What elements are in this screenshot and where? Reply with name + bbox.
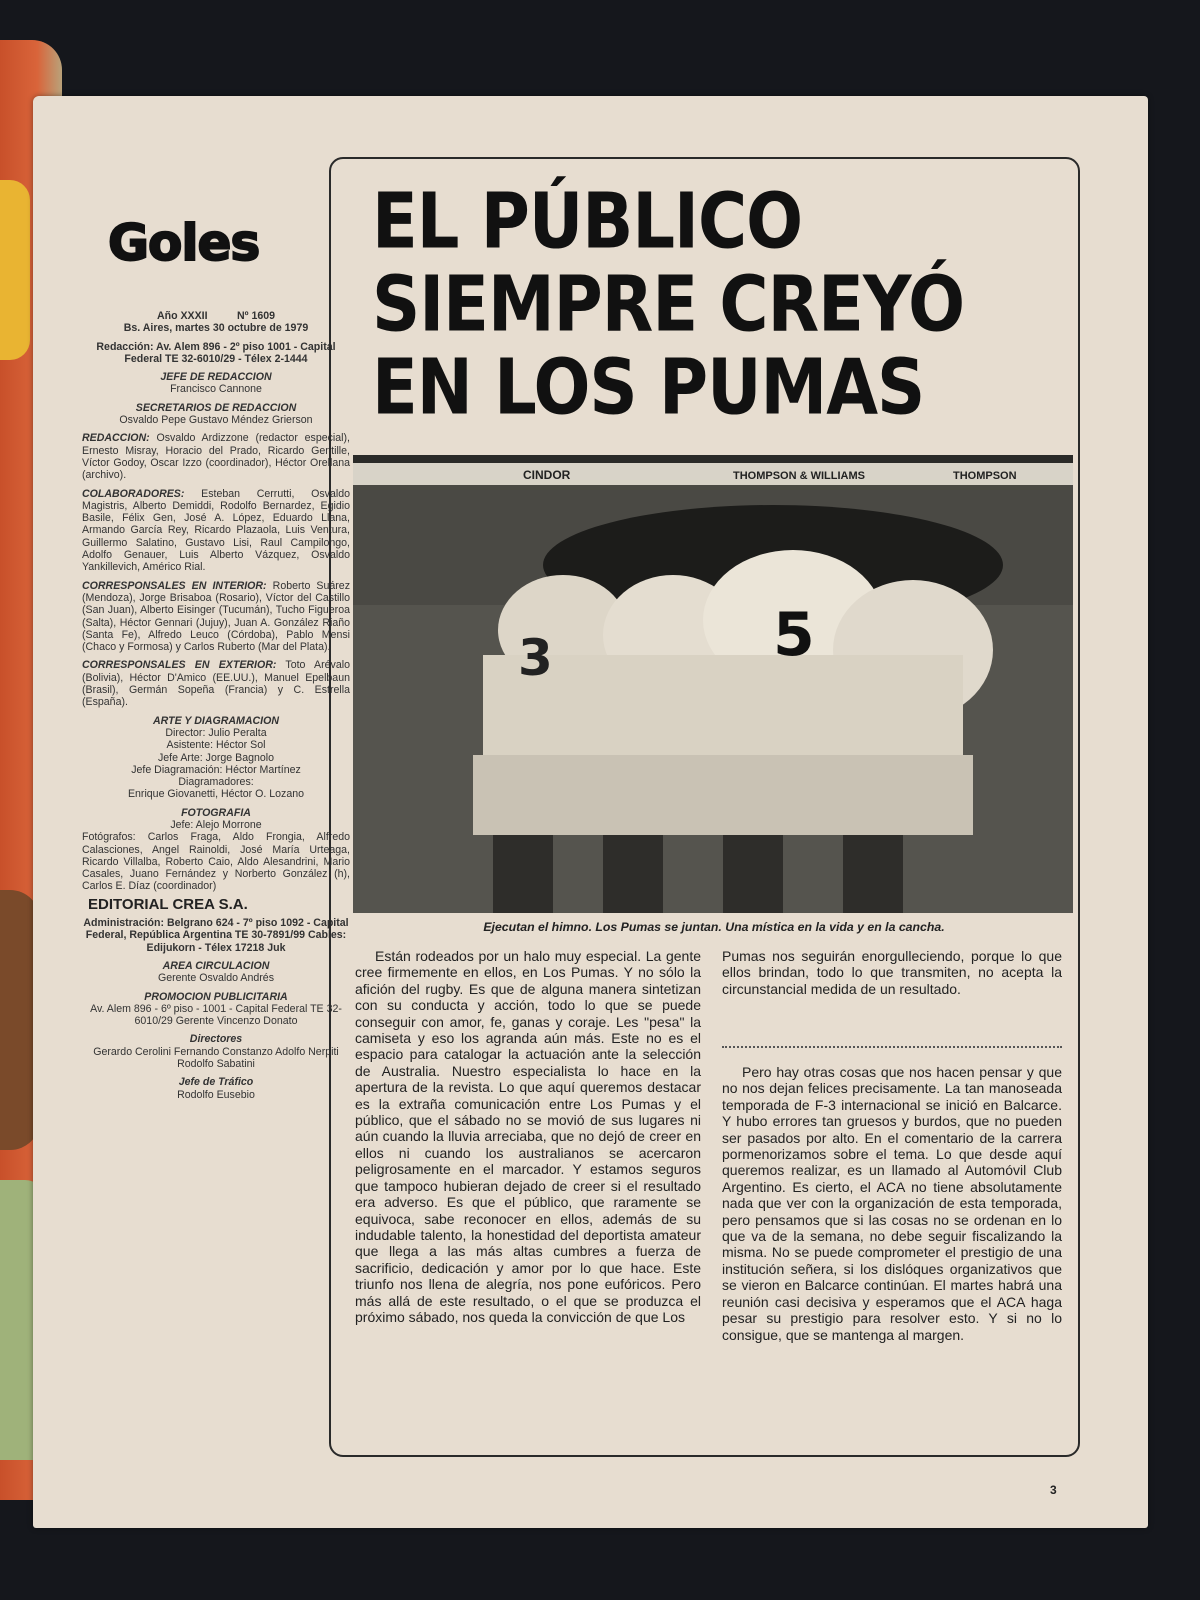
- trafico-name: Rodolfo Eusebio: [177, 1088, 255, 1101]
- headline-line: EN LOS PUMAS: [372, 343, 925, 432]
- masthead-staff: [82, 310, 350, 1107]
- secretarios-names: Osvaldo Pepe Gustavo Méndez Grierson: [119, 414, 313, 427]
- circulacion-names: Gerente Osvaldo Andrés: [157, 972, 274, 985]
- promocion-label: PROMOCION PUBLICITARIA: [144, 990, 288, 1003]
- editorial-name: EDITORIAL CREA S.A.: [88, 895, 248, 913]
- arte-line: Jefe Arte: Jorge Bagnolo: [157, 751, 275, 764]
- administracion: Administración: Belgrano 624 - 7º piso 1092 - Capital Federal, República Argentina TE 30-7891/99 Cables: Edijukorn - Télex 17218 Juk: [83, 917, 349, 954]
- corr-interior-names: Roberto Suárez (Mendoza), Jorge Brisaboa (Rosario), Víctor del Castillo (San Juan), Alberto Eisinger (Tucumán), Tucho Figueroa (Salta), Héctor Gennari (Jujuy), Juan A. González Riaño (Santa Fe), Alfredo Leuco (Córdoba), Pablo Mensi (Chaco y Formosa) y Carlos Ruberto (Mar del Plata).: [82, 579, 350, 654]
- article-headline: [372, 176, 1062, 432]
- redaccion-names: Osvaldo Ardizzone (redactor especial), Ernesto Misray, Horacio del Prado, Ricardo Gentille, Víctor Godoy, Oscar Izzo (coordinador), Héctor Orellana (archivo).: [82, 432, 350, 482]
- jersey-number-5-icon: 5: [773, 600, 815, 670]
- article-column-2-bottom: Pero hay otras cosas que nos hacen pensar y que no nos dejan felices precisamente. La tan manoseada temporada de F-3 internacional se inició en Balcarce. Y hubo errores tan gruesos y burdos, que no pueden ser pasados por alto. En el comentario de la carrera pormenorizamos sobre el tema. Lo que desde aquí queremos realizar, es un llamado al Automóvil Club Argentino. Es cierto, el ACA no tiene absolutamente nada que ver con la organización de esta temporada, pero pensamos que si las cosas no se ordenan en lo que va de la semana, no debe seguir fiscalizando la misma. No se puede comprometer el prestigio de una institución señera, si los dislóques organizativos que se vieron en Balcarce continúan. El martes habrá una reunión casi decisiva y esperamos que el ACA haga pesar su prestigio para resolver esto. Y si no lo consigue, que se mantenga al margen.: [722, 1064, 1062, 1343]
- promocion-details: Av. Alem 896 - 6º piso - 1001 - Capital Federal TE 32-6010/29 Gerente Vincenzo Donato: [90, 1002, 342, 1028]
- fotografos: Fotógrafos: Carlos Fraga, Aldo Frongia, Alfredo Calasciones, Angel Rainoldi, José María Urteaga, Ricardo Villalba, Roberto Caio, Aldo Alesandrini, Mario Casales, Juano Fernández y Norberto González (h), Carlos E. Díaz (coordinador): [82, 831, 350, 893]
- colaboradores-names: Esteban Cerrutti, Osvaldo Magistris, Alberto Demiddi, Rodolfo Bernardez, Egidio Basile, Félix Gen, José A. López, Eduardo Llana, Armando García Rey, Ricardo Plazaola, Luis Ventura, Guillermo Salatino, Gustavo Lisi, Raul Campilongo, Adolfo Genauer, Luis Alberto Vázquez, Osvaldo Yankillevich, Américo Rial.: [82, 487, 350, 574]
- trafico-label: Jefe de Tráfico: [178, 1076, 254, 1089]
- secretarios-label: SECRETARIOS DE REDACCION: [135, 401, 297, 414]
- corr-exterior-names: Toto Arévalo (Bolivia), Héctor D'Amico (EE.UU.), Manuel Epelbaun (Brasil), Germán Sopeña (Francia) y C. Estrella (España).: [82, 659, 350, 709]
- jersey-number-3-icon: 3: [518, 629, 553, 687]
- article-column-2-top: Pumas nos seguirán enorgulleciendo, porque lo que ellos brindan, todo lo que transmiten, no acepta la circunstancial medida de un resultado.: [722, 948, 1062, 997]
- page-number: 3: [1050, 1483, 1057, 1497]
- team-huddle-photo: [353, 455, 1073, 913]
- issue-number: Año XXXII Nº 1609: [156, 310, 276, 322]
- jefe-label: JEFE DE REDACCION: [160, 371, 272, 384]
- arte-line: Enrique Giovanetti, Héctor O. Lozano: [127, 788, 305, 801]
- arte-line: Diagramadores:: [178, 776, 254, 789]
- cover-yellow-graphic: [0, 180, 30, 360]
- colaboradores-label: COLABORADORES:: [82, 487, 185, 500]
- dotted-divider: [722, 1046, 1062, 1048]
- foto-jefe: Jefe: Alejo Morrone: [170, 818, 262, 831]
- corr-exterior-label: CORRESPONSALES EN EXTERIOR:: [82, 659, 277, 672]
- corr-interior-label: CORRESPONSALES EN INTERIOR:: [82, 579, 267, 592]
- arte-line: Jefe Diagramación: Héctor Martínez: [131, 763, 301, 776]
- arte-line: Director: Julio Peralta: [165, 726, 267, 739]
- arte-label: ARTE Y DIAGRAMACION: [153, 714, 279, 727]
- directores-label: Directores: [189, 1033, 243, 1046]
- editorial-address: Redacción: Av. Alem 896 - 2º piso 1001 - Capital Federal TE 32-6010/29 - Télex 2-1444: [96, 340, 336, 365]
- signage-text: THOMPSON & WILLIAMS: [733, 470, 865, 482]
- goles-logo: Goles: [108, 214, 260, 272]
- headline-line: SIEMPRE CREYÓ: [372, 259, 965, 349]
- redaccion-label: REDACCION:: [82, 432, 150, 445]
- circulacion-label: AREA CIRCULACION: [162, 959, 270, 972]
- directores-names: Gerardo Cerolini Fernando Constanzo Adolfo Nerpiti Rodolfo Sabatini: [93, 1045, 339, 1071]
- headline-line: EL PÚBLICO: [372, 176, 803, 266]
- foto-label: FOTOGRAFIA: [181, 806, 251, 819]
- article-column-1: Están rodeados por un halo muy especial. La gente cree firmemente en ellos, en Los Pumas. Y no sólo la afición del rugby. Es que de alguna manera sintetizan con su conducta y acción, todo lo que se puede conseguir con amor, fe, ganas y coraje. Les "pesa" la camiseta y eso los agranda aún más. Este no es el espacio para catalogar la actuación ante la selección de Australia. Nuestro especialista lo hace en la apertura de la revista. Lo que aquí queremos destacar es la extraña comunicación entre Los Pumas y el público, que el sábado no se movió de sus lugares ni aún cuando la lluvia arreciaba, que no dejó de creer en ellos ni cuando los australianos se acercaron peligrosamente en el marcador. Y estamos seguros que tampoco hubieran dejado de creer si el resultado era adverso. Es que el público, que raramente se equivoca, sabe reconocer en ellos, además de su indudable talento, la honestidad del deportista amateur que llega a las más altas cumbres a fuerza de sacrificio, dedicación y amor por lo que hace. Este triunfo nos llena de alegría, nos pone eufóricos. Pero más allá de este resultado, o el que se produzca el próximo sábado, nos queda la convicción de que Los: [355, 948, 701, 1325]
- signage-text: THOMPSON: [953, 470, 1017, 482]
- jefe-name: Francisco Cannone: [170, 383, 262, 396]
- signage-text: CINDOR: [523, 468, 571, 482]
- photo-illustration: [353, 455, 1073, 913]
- photo-caption: Ejecutan el himno. Los Pumas se juntan. Una mística en la vida y en la cancha.: [483, 920, 945, 934]
- arte-line: Asistente: Héctor Sol: [166, 739, 266, 752]
- issue-date: Bs. Aires, martes 30 octubre de 1979: [123, 322, 309, 335]
